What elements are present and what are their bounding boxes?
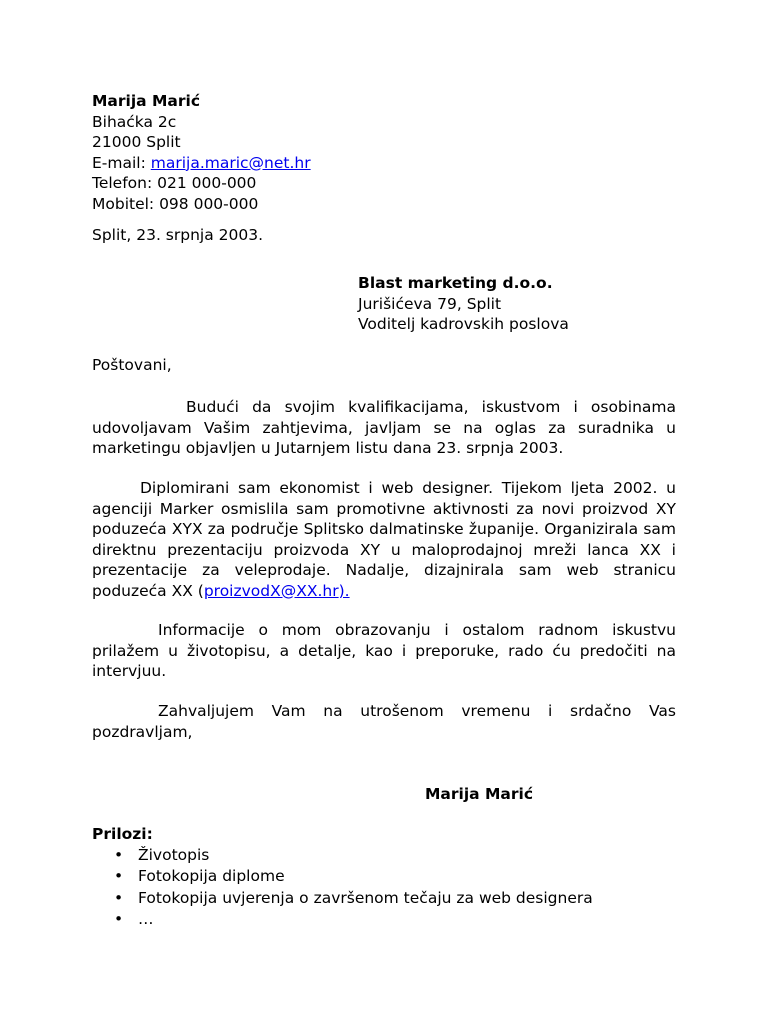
sender-block (92, 91, 311, 214)
bullet-icon: • (114, 888, 124, 907)
sender-email-link[interactable]: marija.maric@net.hr (150, 153, 311, 172)
body-paragraph-1: Budući da svojim kvalifikacijama, iskustvom i osobinama udovoljavam Vašim zahtjevima, javljam se na oglas za suradnika u marketingu objavljen u Jutarnjem listu dana 23. srpnja 2003. (92, 398, 676, 457)
sender-phone: Telefon: 021 000-000 (92, 174, 257, 192)
paragraph-2-end: ). (338, 581, 350, 600)
list-item (92, 845, 593, 866)
signature: Marija Marić (425, 785, 534, 803)
paragraph-2-email-link[interactable]: proizvodX@XX.hr (203, 581, 339, 600)
greeting: Poštovani, (92, 356, 172, 374)
attachment-label: Životopis (138, 846, 210, 864)
list-item (92, 909, 593, 930)
attachments-title: Prilozi: (92, 825, 153, 843)
attachment-label: Fotokopija uvjerenja o završenom tečaju za web designera (138, 888, 593, 907)
list-item (92, 866, 593, 887)
sender-email-line (92, 153, 311, 174)
bullet-icon: • (114, 846, 124, 864)
attachment-label: Fotokopija diplome (138, 867, 285, 886)
sender-street: Bihaćka 2c (92, 112, 177, 131)
recipient-block (358, 273, 569, 335)
body-paragraph-3: Informacije o mom obrazovanju i ostalom radnom iskustvu prilažem u životopisu, a detalje, kao i preporuke, rado ću predočiti na intervjuu. (92, 621, 676, 680)
list-item (92, 888, 593, 909)
sender-name: Marija Marić (92, 92, 201, 110)
body-paragraph-2 (92, 478, 676, 601)
paragraph-2-text: Diplomirani sam ekonomist i web designer. Tijekom ljeta 2002. u agenciji Marker osmislila sam promotivne aktivnosti za novi proizvod XY poduzeća XYX za područje Splitsko dalmatinske županije. Organizirala sam direktnu prezentaciju proizvoda XY u maloprodajnoj mreži lanca XX i prezentacije za veleprodaje. Nadalje, dizajnirala sam web stranicu poduzeća XX ( (92, 479, 676, 600)
sender-city: 21000 Split (92, 133, 181, 151)
recipient-attention: Voditelj kadrovskih poslova (358, 315, 569, 333)
letter-date: Split, 23. srpnja 2003. (92, 226, 264, 244)
recipient-address: Jurišićeva 79, Split (358, 294, 502, 313)
bullet-icon: • (114, 867, 124, 886)
attachments-list (92, 845, 593, 930)
body-paragraph-4: Zahvaljujem Vam na utrošenom vremenu i srdačno Vas pozdravljam, (92, 702, 676, 741)
recipient-company: Blast marketing d.o.o. (358, 274, 553, 292)
bullet-icon: • (114, 909, 124, 928)
sender-mobile: Mobitel: 098 000-000 (92, 194, 259, 213)
sender-email-label: E-mail: (92, 153, 151, 172)
attachment-label: … (138, 909, 154, 928)
